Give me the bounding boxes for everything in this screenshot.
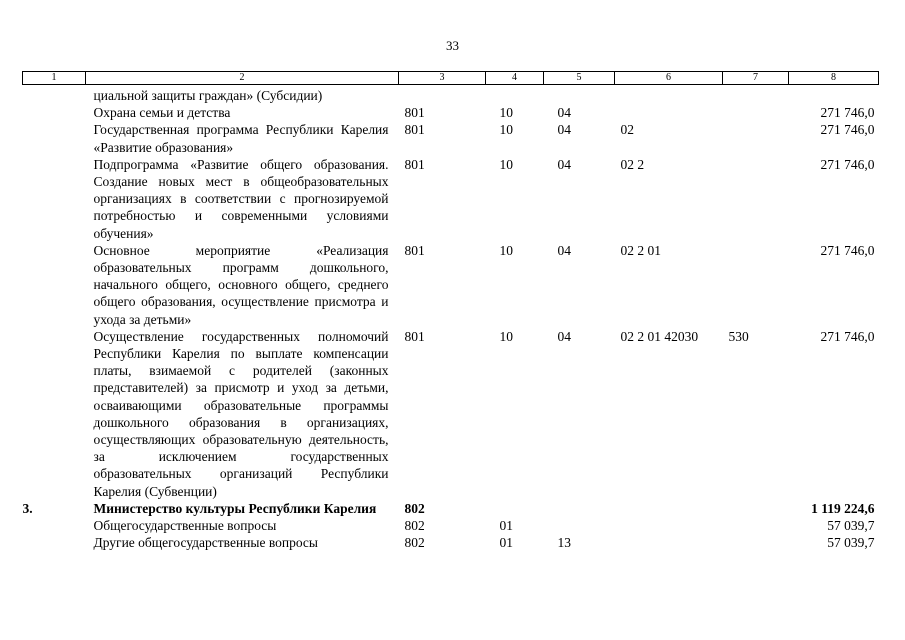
row-type: 530	[728, 328, 749, 344]
row-name: Общегосударственные вопросы	[93, 518, 277, 534]
row-name: Основное мероприятие «Реализация образовательных программ дошкольного, начального общего, основного общего, среднего общего образования, осуществление присмотра и ухода за детьми»	[93, 242, 389, 327]
table-row	[23, 328, 879, 500]
budget-table	[22, 71, 879, 551]
row-type	[723, 156, 789, 242]
header-cell-adm: 3	[399, 72, 486, 85]
row-name: Министерство культуры Республики Карелия	[93, 500, 377, 516]
table-row	[23, 517, 879, 534]
row-adm: 801	[404, 122, 425, 138]
table-row	[23, 121, 879, 155]
row-num: 3.	[22, 500, 33, 516]
table-row	[23, 156, 879, 242]
table-row	[23, 104, 879, 121]
row-num	[23, 328, 86, 500]
row-type	[723, 121, 789, 155]
row-sum	[789, 85, 879, 105]
row-subsection: 13	[557, 535, 571, 551]
row-num	[23, 156, 86, 242]
row-target: 02 2	[620, 156, 645, 172]
row-adm: 801	[404, 328, 425, 344]
row-name: Другие общегосударственные вопросы	[93, 535, 318, 551]
row-adm: 801	[404, 242, 425, 258]
table-header	[23, 72, 879, 85]
row-sum: 271 746,0	[820, 105, 875, 121]
row-num	[23, 121, 86, 155]
row-target	[615, 104, 723, 121]
row-section	[486, 500, 544, 517]
row-target: 02	[620, 122, 634, 138]
table-body	[23, 85, 879, 552]
row-sum: 1 119 224,6	[811, 500, 875, 516]
row-target: 02 2 01 42030	[620, 328, 699, 344]
table-row	[23, 534, 879, 551]
header-cell-subsection: 5	[544, 72, 615, 85]
row-target: 02 2 01	[620, 242, 661, 258]
row-name: Подпрограмма «Развитие общего образования. Создание новых мест в общеобразовательных организациях в соответствии с прогнозируемой потребностью и современными условиями обучения»	[93, 156, 389, 241]
row-target	[615, 500, 723, 517]
row-section: 10	[499, 105, 513, 121]
row-section: 10	[499, 242, 513, 258]
row-subsection: 04	[557, 242, 571, 258]
row-target	[615, 534, 723, 551]
row-type	[723, 104, 789, 121]
table-row	[23, 242, 879, 328]
row-adm: 802	[404, 518, 425, 534]
row-subsection	[544, 517, 615, 534]
row-sum: 271 746,0	[820, 122, 875, 138]
header-cell-type: 7	[723, 72, 789, 85]
row-adm: 801	[404, 156, 425, 172]
header-cell-name: 2	[86, 72, 399, 85]
row-subsection: 04	[557, 328, 571, 344]
row-subsection: 04	[557, 156, 571, 172]
row-sum: 271 746,0	[820, 156, 875, 172]
row-section: 01	[499, 518, 513, 534]
header-cell-num: 1	[23, 72, 86, 85]
row-name: Осуществление государственных полномочий Республики Карелия по выплате компенсации платы, взимаемой с родителей (законных представителей) за присмотр и уход за детьми, осваивающими образовательные программы дошкольного образования в организациях, осуществляющих образовательную деятельность, за исключением государственных образовательных организаций Республики Карелия (Субвенции)	[93, 328, 389, 499]
row-sum: 57 039,7	[827, 518, 875, 534]
header-row	[23, 72, 879, 85]
row-adm: 801	[404, 105, 425, 121]
row-subsection: 04	[557, 122, 571, 138]
row-sum: 271 746,0	[820, 242, 875, 258]
row-num	[23, 534, 86, 551]
row-section	[486, 85, 544, 105]
row-section: 10	[499, 156, 513, 172]
row-target	[615, 517, 723, 534]
row-subsection	[544, 85, 615, 105]
row-adm	[399, 85, 486, 105]
row-sum: 271 746,0	[820, 328, 875, 344]
row-name: Охрана семьи и детства	[93, 105, 231, 121]
row-adm: 802	[404, 500, 425, 516]
row-type	[723, 500, 789, 517]
row-num	[23, 104, 86, 121]
row-target	[615, 85, 723, 105]
header-cell-target: 6	[615, 72, 723, 85]
row-name: циальной защиты граждан» (Субсидии)	[93, 88, 323, 103]
row-sum: 57 039,7	[827, 535, 875, 551]
table-row-ministry	[23, 500, 879, 517]
table-row	[23, 85, 879, 105]
row-adm: 802	[404, 535, 425, 551]
row-type	[723, 534, 789, 551]
row-section: 01	[499, 535, 513, 551]
row-section: 10	[499, 328, 513, 344]
row-type	[723, 85, 789, 105]
row-type	[723, 517, 789, 534]
header-cell-section: 4	[486, 72, 544, 85]
row-subsection	[544, 500, 615, 517]
row-num	[23, 242, 86, 328]
row-name: Государственная программа Республики Карелия «Развитие образования»	[93, 122, 389, 155]
row-type	[723, 242, 789, 328]
row-num	[23, 517, 86, 534]
header-cell-sum: 8	[789, 72, 879, 85]
row-subsection: 04	[557, 105, 571, 121]
row-section: 10	[499, 122, 513, 138]
page-number: 33	[446, 38, 459, 53]
row-num	[23, 85, 86, 105]
